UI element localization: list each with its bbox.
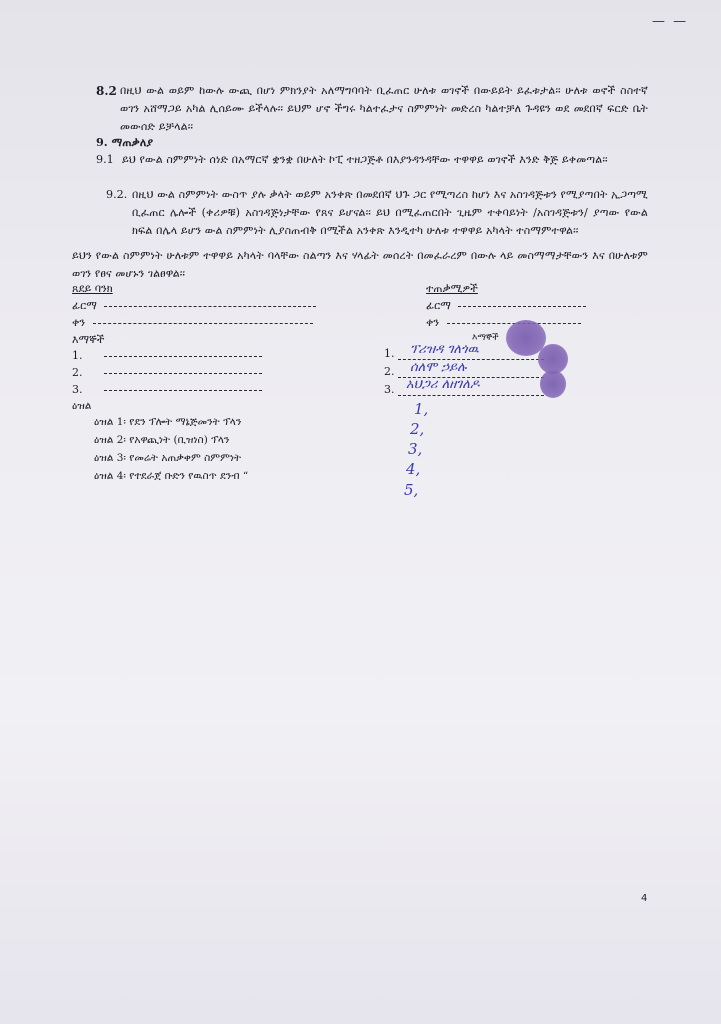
right-date-label: ቀን — [426, 316, 440, 329]
right-witness-heading: እማኞች — [472, 333, 499, 343]
handwritten-witness-name-2: ሰለሞ ኃይሉ — [410, 360, 467, 375]
left-witness-number: 3. — [72, 383, 83, 396]
left-party-name: ጸደይ ባንክ — [72, 282, 113, 295]
left-date-label: ቀን — [72, 316, 86, 329]
left-witness-3 — [72, 382, 262, 398]
thumbprint-stamp-3 — [540, 370, 566, 398]
left-date-row — [72, 315, 313, 331]
left-witness-1 — [72, 348, 262, 364]
section-9-1-number: 9.1 — [96, 153, 114, 166]
handwritten-annex-number-3: 3, — [408, 440, 423, 458]
right-party-name: ተጠቃሚዎች — [426, 282, 478, 295]
left-witness-2 — [72, 365, 262, 381]
left-sign-label: ፊርማ — [72, 299, 97, 312]
page-number: 4 — [641, 893, 648, 904]
left-sign-line — [104, 306, 316, 307]
section-9-2-text: በዚህ ውል ስምምነት ውስጥ ያሉ ቃላት ወይም አንቀጽ በመደበኛ ህጉ ጋር የሚጣረስ ከሆነ እና አስገዳጅቱን የሚያጣበት ኢጋጣሚ ቢፈጠር ሌሎች (ቀሪዎቹ) አስገዳጅነታቸው የጸና ይሆናል፡፡ ይህ በሚፈጠርበት ጊዜም ተቀባይነት /አስገዳጅቱን/ ያጣው የውል ክፍል በሌላ ይሆን ውል ስምምነት ሊያስጠብቅ በሚችል አንቀጽ እንዲተካ ሁለቱ ተዋዋይ አካላት ተስማምተዋል፡፡ — [132, 188, 648, 237]
handwritten-annex-number-4: 4, — [406, 460, 421, 478]
left-witness-number: 2. — [72, 366, 83, 379]
left-sign-row — [72, 298, 316, 314]
annex-heading: ዕዝል — [72, 400, 92, 412]
annex-item-3: ዕዝል 3፡ የመሬት አጠቃቀም ስምምነት — [94, 452, 242, 464]
right-witness-number-1: 1. — [384, 347, 395, 360]
section-8-2-text: በዚህ ውል ወይም ከውሉ ውጪ በሆነ ምክንያት አለማግባባት ቢፈጠር ሁለቱ ወገኖች በውይይት ይፈቱታል፡፡ ሁለቱ ወኖች ስስተኛ ወገን አሸማጋይ አካል ሊሰይሙ ይችላሉ፡፡ ይህም ሆኖ ችግሩ ካልተፈታና ስምምነት መድረስ ካልተቻለ ጉዳዩን ወደ መደበኛ ፍርድ ቤት መውሰድ ይቻላል፡፡ — [120, 84, 648, 133]
section-9-heading: 9. ማጠቃለያ — [96, 135, 154, 149]
section-8-2-number: 8.2 — [96, 84, 117, 98]
right-date-row — [426, 315, 581, 331]
right-sign-label: ፊርማ — [426, 299, 451, 312]
right-sign-row — [426, 298, 586, 314]
annex-item-1: ዕዝል 1፡ የደን ፕሎት ማኔጅመንት ፕላን — [94, 416, 242, 428]
left-date-line — [93, 323, 313, 324]
right-witness-number-2: 2. — [384, 365, 395, 378]
left-witness-number: 1. — [72, 349, 83, 362]
handwritten-annex-number-2: 2, — [410, 420, 425, 438]
right-sign-line — [458, 306, 586, 307]
handwritten-annex-number-5: 5, — [404, 481, 419, 499]
handwritten-witness-name-1: ፕሪዝዳ ገለጎዉ — [410, 342, 479, 357]
section-9-1-text: ይህ የውል ስምምነት ሰነድ በአማርኛ ቋንቋ በሁለት ኮፒ ተዘጋጅቶ በእያንዳንዳቸው ተዋዋይ ወገኖች እንድ ቅጅ ይቀመጣል፡፡ — [122, 153, 608, 166]
right-witness-line-3 — [398, 395, 544, 396]
annex-item-2: ዕዝል 2፡ የአዋጪነት (ቢዝነስ) ፕላን — [94, 434, 230, 446]
annex-item-4: ዕዝል 4፡ የተደራጀ ቡድን የዉስጥ ደንብ “ — [94, 470, 249, 482]
closing-statement: ይህን የውል ስምምነት ሁለቱም ተዋዋይ አካላት ባላቸው ስልጣን እና ሃላፊት መሰረት በመፈራረም በውሉ ላይ መስማማታቸውን እና በሁለቱም ወገን የፀና መሆኑን ገልፀዋል፡፡ — [72, 249, 648, 280]
section-9-2-number: 9.2. — [106, 188, 128, 201]
handwritten-annex-number-1: 1, — [414, 400, 429, 418]
left-witness-heading: እማኞች — [72, 333, 105, 346]
top-corner-mark: — — — [652, 14, 689, 29]
right-witness-number-3: 3. — [384, 383, 395, 396]
handwritten-witness-name-3: አህጋሪ ለዘገለዶ — [406, 377, 480, 392]
